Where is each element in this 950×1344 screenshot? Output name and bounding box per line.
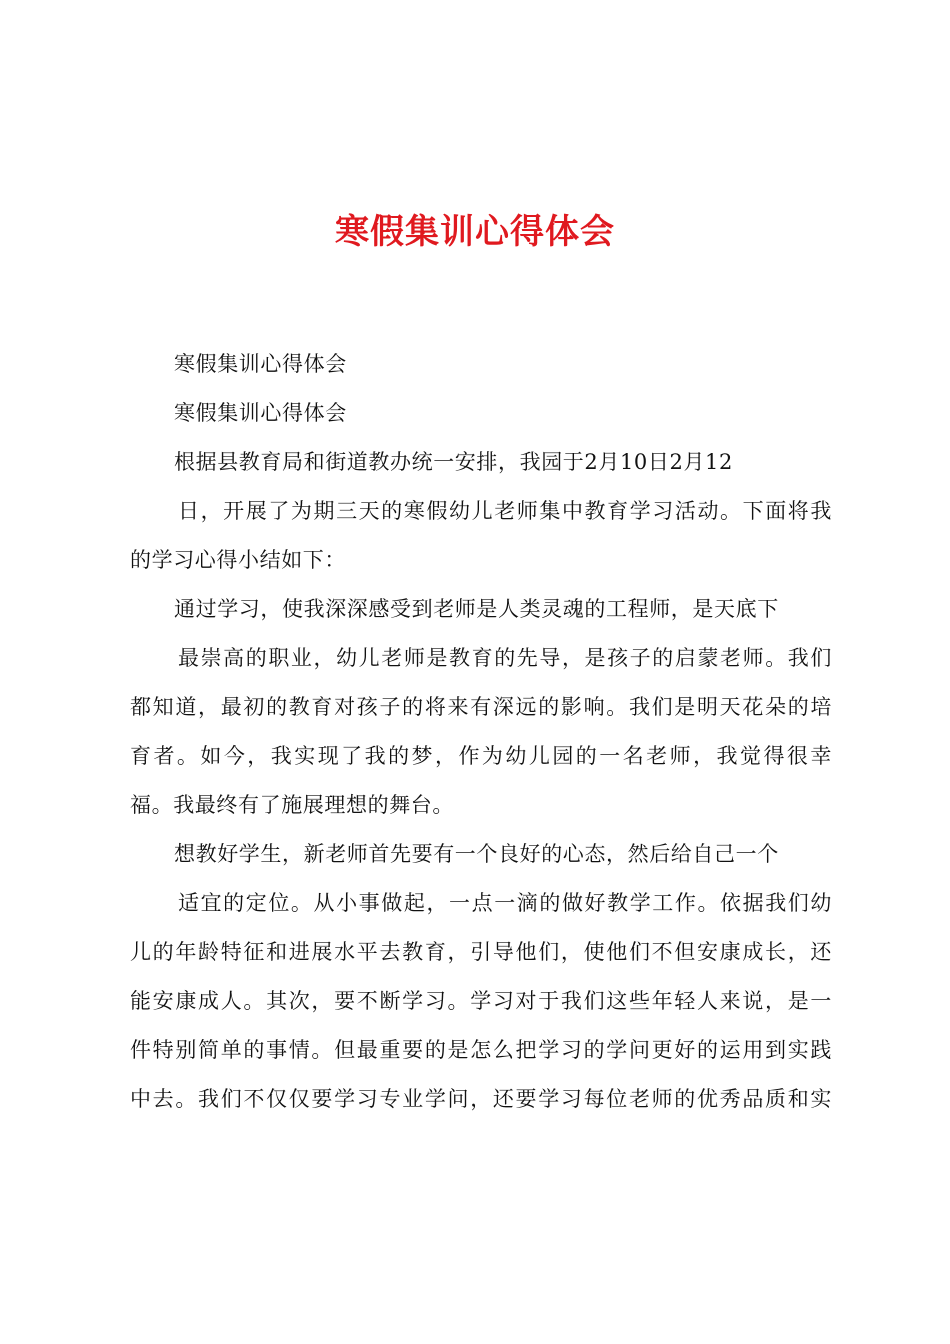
body-line: 日，开展了为期三天的寒假幼儿老师集中教育学习活动。下面将我 bbox=[178, 499, 832, 523]
body-line: 育者。如今，我实现了我的梦，作为幼儿园的一名老师，我觉得很幸 bbox=[130, 744, 832, 768]
document-body bbox=[130, 340, 832, 1124]
body-line: 的学习心得小结如下： bbox=[130, 548, 346, 572]
body-line: 适宜的定位。从小事做起，一点一滴的做好教学工作。依据我们幼 bbox=[178, 891, 832, 915]
body-line: 能安康成人。其次，要不断学习。学习对于我们这些年轻人来说，是一 bbox=[130, 989, 832, 1013]
body-line: 福。我最终有了施展理想的舞台。 bbox=[130, 793, 454, 817]
body-line: 都知道，最初的教育对孩子的将来有深远的影响。我们是明天花朵的培 bbox=[130, 695, 832, 719]
body-line: 最崇高的职业，幼儿老师是教育的先导，是孩子的启蒙老师。我们 bbox=[178, 646, 832, 670]
body-line: 件特别简单的事情。但最重要的是怎么把学习的学问更好的运用到实践 bbox=[130, 1038, 832, 1062]
body-line: 儿的年龄特征和进展水平去教育，引导他们，使他们不但安康成长，还 bbox=[130, 940, 832, 964]
body-line: 通过学习，使我深深感受到老师是人类灵魂的工程师，是天底下 bbox=[174, 597, 779, 621]
body-line-subtitle-1: 寒假集训心得体会 bbox=[174, 352, 347, 376]
body-line: 中去。我们不仅仅要学习专业学问，还要学习每位老师的优秀品质和实 bbox=[130, 1087, 832, 1111]
body-line: 想教好学生，新老师首先要有一个良好的心态，然后给自己一个 bbox=[174, 842, 779, 866]
document-title: 寒假集训心得体会 bbox=[335, 212, 615, 252]
body-line: 根据县教育局和街道教办统一安排，我园于2月10日2月12 bbox=[174, 450, 733, 474]
body-line-subtitle-2: 寒假集训心得体会 bbox=[174, 401, 347, 425]
